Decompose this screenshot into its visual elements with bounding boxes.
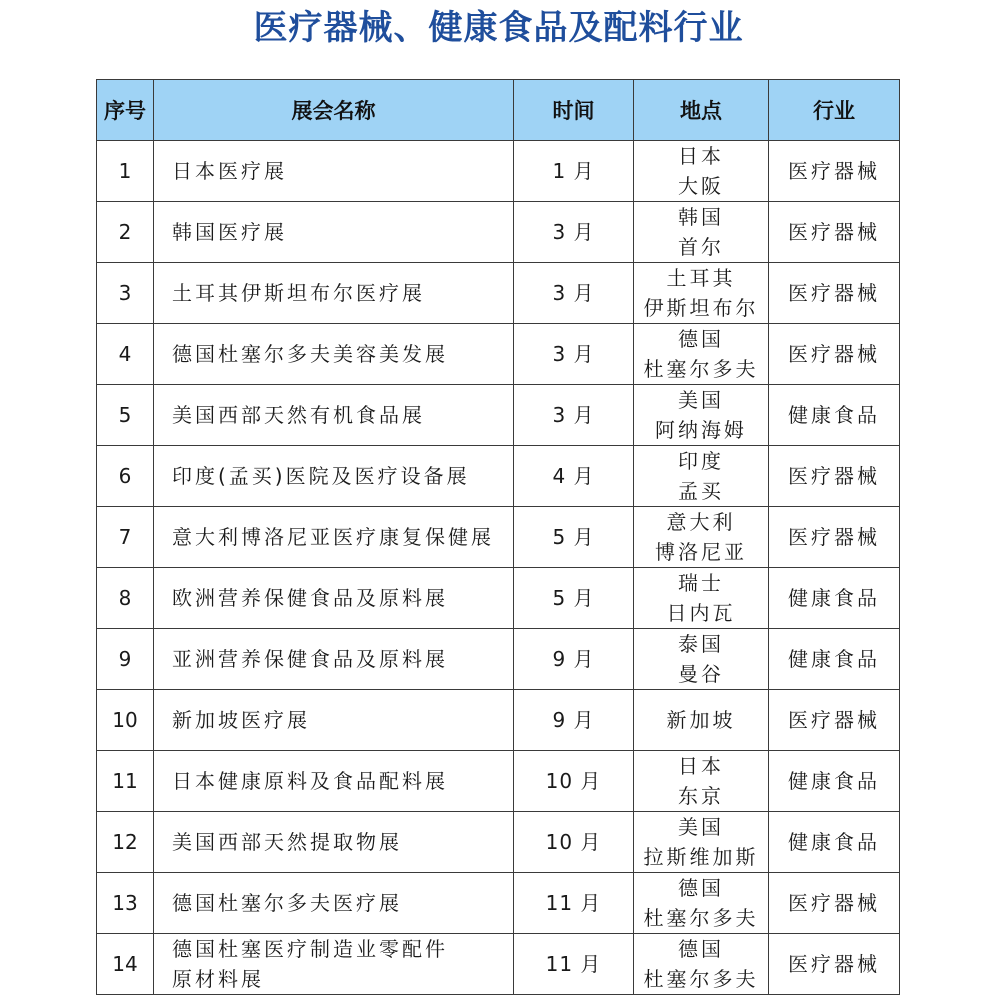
cell-industry: 医疗器械	[769, 934, 900, 995]
location-line: 瑞士	[678, 571, 724, 595]
location-line: 孟买	[678, 479, 724, 503]
cell-location	[634, 751, 769, 812]
cell-location	[634, 202, 769, 263]
expo-name-line: 日本医疗展	[172, 159, 287, 183]
cell-industry: 健康食品	[769, 385, 900, 446]
table-row	[97, 507, 900, 568]
expo-name-line: 欧洲营养保健食品及原料展	[172, 586, 448, 610]
cell-industry: 健康食品	[769, 629, 900, 690]
cell-seq: 9	[97, 629, 154, 690]
cell-location	[634, 629, 769, 690]
expo-name-line: 德国杜塞医疗制造业零配件	[172, 937, 448, 961]
cell-seq: 1	[97, 141, 154, 202]
cell-seq: 4	[97, 324, 154, 385]
cell-location	[634, 385, 769, 446]
cell-time: 10 月	[514, 751, 634, 812]
cell-time: 5 月	[514, 568, 634, 629]
cell-location	[634, 812, 769, 873]
table-row	[97, 568, 900, 629]
expo-name-line: 土耳其伊斯坦布尔医疗展	[172, 281, 425, 305]
expo-name-line: 德国杜塞尔多夫美容美发展	[172, 342, 448, 366]
cell-name	[154, 324, 514, 385]
header-seq: 序号	[97, 80, 154, 141]
location-line: 泰国	[678, 632, 724, 656]
location-line: 日本	[678, 144, 724, 168]
cell-name	[154, 751, 514, 812]
header-time: 时间	[514, 80, 634, 141]
location-line: 杜塞尔多夫	[643, 357, 759, 381]
cell-time: 5 月	[514, 507, 634, 568]
cell-name	[154, 385, 514, 446]
cell-industry: 医疗器械	[769, 446, 900, 507]
expo-name-line: 美国西部天然提取物展	[172, 830, 402, 854]
cell-industry: 医疗器械	[769, 690, 900, 751]
cell-name	[154, 446, 514, 507]
location-line: 德国	[678, 937, 724, 961]
location-line: 美国	[678, 388, 724, 412]
cell-name	[154, 263, 514, 324]
table-body	[97, 141, 900, 995]
cell-seq: 2	[97, 202, 154, 263]
table-row	[97, 751, 900, 812]
table-row	[97, 385, 900, 446]
location-line: 东京	[678, 784, 724, 808]
expo-name-line: 韩国医疗展	[172, 220, 287, 244]
location-line: 土耳其	[666, 266, 736, 290]
table-row	[97, 141, 900, 202]
cell-industry: 医疗器械	[769, 202, 900, 263]
location-line: 大阪	[678, 174, 724, 198]
expo-name-line: 新加坡医疗展	[172, 708, 310, 732]
location-line: 杜塞尔多夫	[643, 967, 759, 991]
location-line: 阿纳海姆	[655, 418, 747, 442]
table-header-row	[97, 80, 900, 141]
cell-location	[634, 568, 769, 629]
location-line: 印度	[678, 449, 724, 473]
cell-location	[634, 934, 769, 995]
table-row	[97, 629, 900, 690]
header-industry: 行业	[769, 80, 900, 141]
cell-seq: 10	[97, 690, 154, 751]
cell-time: 10 月	[514, 812, 634, 873]
cell-time: 9 月	[514, 690, 634, 751]
table-row	[97, 202, 900, 263]
page-title: 医疗器械、健康食品及配料行业	[253, 8, 744, 48]
expo-name-line: 意大利博洛尼亚医疗康复保健展	[172, 525, 494, 549]
cell-time: 1 月	[514, 141, 634, 202]
cell-industry: 医疗器械	[769, 507, 900, 568]
expo-table	[96, 79, 900, 995]
cell-seq: 12	[97, 812, 154, 873]
cell-time: 3 月	[514, 202, 634, 263]
cell-location	[634, 690, 769, 751]
cell-seq: 5	[97, 385, 154, 446]
location-line: 博洛尼亚	[655, 540, 747, 564]
location-line: 日本	[678, 754, 724, 778]
cell-name	[154, 141, 514, 202]
cell-industry: 医疗器械	[769, 873, 900, 934]
cell-time: 9 月	[514, 629, 634, 690]
cell-industry: 健康食品	[769, 568, 900, 629]
table-row	[97, 873, 900, 934]
location-line: 新加坡	[666, 708, 736, 732]
table-row	[97, 263, 900, 324]
location-line: 美国	[678, 815, 724, 839]
cell-location	[634, 263, 769, 324]
location-line: 德国	[678, 876, 724, 900]
location-line: 曼谷	[678, 662, 724, 686]
cell-seq: 11	[97, 751, 154, 812]
cell-location	[634, 446, 769, 507]
location-line: 德国	[678, 327, 724, 351]
cell-location	[634, 873, 769, 934]
cell-industry: 医疗器械	[769, 141, 900, 202]
table-row	[97, 446, 900, 507]
cell-location	[634, 141, 769, 202]
table-row	[97, 324, 900, 385]
header-name: 展会名称	[154, 80, 514, 141]
location-line: 杜塞尔多夫	[643, 906, 759, 930]
cell-location	[634, 507, 769, 568]
cell-name	[154, 934, 514, 995]
cell-industry: 医疗器械	[769, 263, 900, 324]
cell-location	[634, 324, 769, 385]
cell-name	[154, 507, 514, 568]
cell-name	[154, 812, 514, 873]
cell-name	[154, 629, 514, 690]
cell-time: 3 月	[514, 263, 634, 324]
table-row	[97, 812, 900, 873]
cell-seq: 7	[97, 507, 154, 568]
cell-name	[154, 568, 514, 629]
location-line: 首尔	[678, 235, 724, 259]
cell-name	[154, 202, 514, 263]
expo-name-line: 亚洲营养保健食品及原料展	[172, 647, 448, 671]
cell-industry: 医疗器械	[769, 324, 900, 385]
location-line: 拉斯维加斯	[643, 845, 759, 869]
cell-time: 3 月	[514, 324, 634, 385]
expo-name-line: 德国杜塞尔多夫医疗展	[172, 891, 402, 915]
expo-name-line: 美国西部天然有机食品展	[172, 403, 425, 427]
header-location: 地点	[634, 80, 769, 141]
cell-seq: 8	[97, 568, 154, 629]
cell-seq: 6	[97, 446, 154, 507]
cell-seq: 13	[97, 873, 154, 934]
cell-name	[154, 873, 514, 934]
location-line: 日内瓦	[666, 601, 736, 625]
cell-time: 11 月	[514, 873, 634, 934]
cell-time: 3 月	[514, 385, 634, 446]
cell-industry: 健康食品	[769, 751, 900, 812]
table-row	[97, 690, 900, 751]
table-row	[97, 934, 900, 995]
cell-industry: 健康食品	[769, 812, 900, 873]
cell-seq: 3	[97, 263, 154, 324]
location-line: 伊斯坦布尔	[643, 296, 759, 320]
location-line: 韩国	[678, 205, 724, 229]
cell-time: 11 月	[514, 934, 634, 995]
expo-name-line: 原材料展	[172, 967, 264, 991]
cell-name	[154, 690, 514, 751]
expo-name-line: 印度(孟买)医院及医疗设备展	[172, 464, 470, 488]
expo-name-line: 日本健康原料及食品配料展	[172, 769, 448, 793]
cell-seq: 14	[97, 934, 154, 995]
location-line: 意大利	[666, 510, 736, 534]
cell-time: 4 月	[514, 446, 634, 507]
